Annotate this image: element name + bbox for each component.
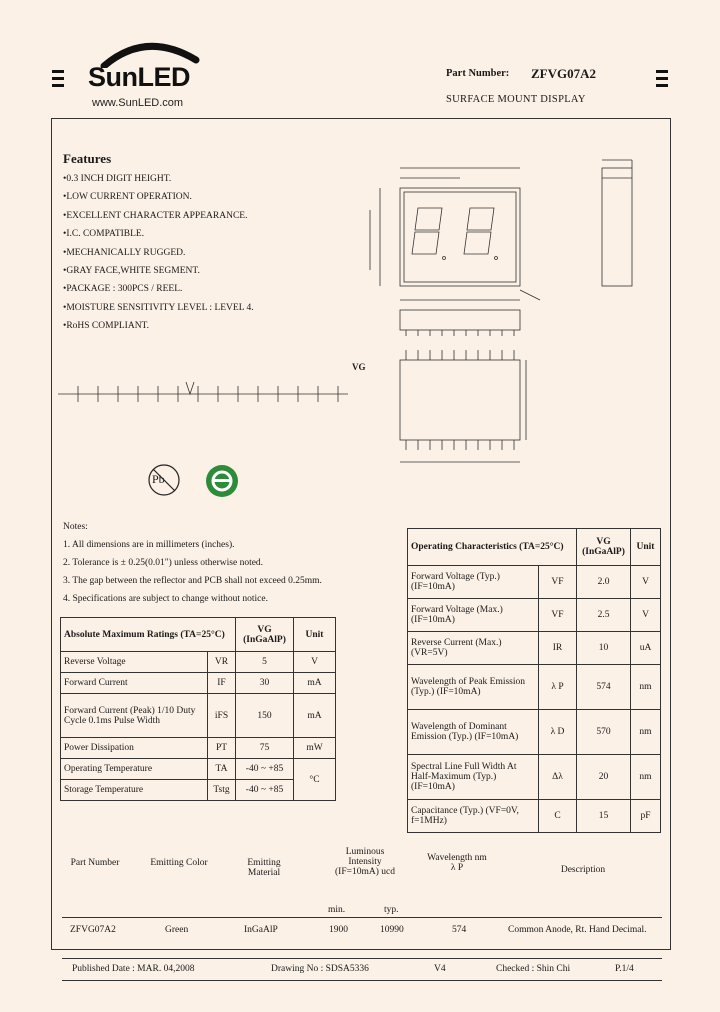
param-cell: Operating Temperature [61, 759, 208, 780]
feature-item: • 0.3 INCH DIGIT HEIGHT. [63, 170, 254, 188]
footer-version: V4 [434, 964, 446, 974]
sym-cell: iFS [208, 694, 236, 738]
table-row [61, 694, 336, 738]
val-cell: 10 [577, 632, 631, 665]
sym-cell: Tstg [208, 780, 236, 801]
table-row [408, 599, 661, 632]
table-row [61, 652, 336, 673]
notes-title: Notes: [63, 522, 88, 532]
sel-row-material: InGaAlP [244, 925, 278, 935]
sel-row-part: ZFVG07A2 [70, 925, 116, 935]
val-cell: -40 ~ +85 [236, 780, 294, 801]
product-subtitle: SURFACE MOUNT DISPLAY [446, 94, 586, 105]
sel-header-material: Emitting Material [247, 858, 281, 878]
table-row [408, 566, 661, 599]
features-list [63, 170, 254, 336]
notes-section [63, 518, 322, 608]
val-cell: 5 [236, 652, 294, 673]
sym-cell: VF [539, 566, 577, 599]
unit-cell: nm [631, 710, 661, 755]
pad-layout-drawing [396, 350, 536, 470]
param-cell: Wavelength of Dominant Emission (Typ.) (IF=10mA) [408, 710, 539, 755]
sel-header-wavelength: Wavelength nm λ P [427, 853, 487, 873]
param-cell: Reverse Current (Max.) (VR=5V) [408, 632, 539, 665]
feature-item: • LOW CURRENT OPERATION. [63, 188, 254, 206]
footer-checked-by: Checked : Shin Chi [496, 964, 571, 974]
unit-cell: mA [294, 673, 336, 694]
sel-row-typ: 10990 [380, 925, 404, 935]
operating-characteristics-table [407, 528, 661, 833]
unit-cell: nm [631, 755, 661, 800]
sym-cell: VR [208, 652, 236, 673]
unit-cell: V [631, 566, 661, 599]
sym-cell: PT [208, 738, 236, 759]
unit-cell: pF [631, 800, 661, 833]
val-cell: 20 [577, 755, 631, 800]
package-dimension-drawing [340, 150, 670, 340]
sym-cell: C [539, 800, 577, 833]
feature-item: • EXCELLENT CHARACTER APPEARANCE. [63, 207, 254, 225]
selection-divider [62, 917, 662, 918]
val-cell: -40 ~ +85 [236, 759, 294, 780]
param-cell: Spectral Line Full Width At Half-Maximum (Typ.) (IF=10mA) [408, 755, 539, 800]
abs-max-header-unit: Unit [294, 618, 336, 652]
sel-subheader-typ: typ. [384, 905, 399, 915]
part-number-value: ZFVG07A2 [531, 66, 596, 81]
vg-label: VG [352, 362, 366, 372]
sel-header-color: Emitting Color [150, 858, 208, 868]
sel-header-description: Description [560, 865, 606, 875]
val-cell: 150 [236, 694, 294, 738]
param-cell: Forward Voltage (Typ.) (IF=10mA) [408, 566, 539, 599]
param-cell: Power Dissipation [61, 738, 208, 759]
feature-item: • PACKAGE : 300PCS / REEL. [63, 280, 254, 298]
val-cell: 30 [236, 673, 294, 694]
op-header-vg: VG (InGaAlP) [577, 529, 631, 566]
val-cell: 2.0 [577, 566, 631, 599]
unit-cell: V [294, 652, 336, 673]
sel-header-part: Part Number [70, 858, 120, 868]
param-cell: Forward Current (Peak) 1/10 Duty Cycle 0.1ms Pulse Width [61, 694, 208, 738]
param-cell: Forward Current [61, 673, 208, 694]
val-cell: 15 [577, 800, 631, 833]
param-cell: Forward Voltage (Max.) (IF=10mA) [408, 599, 539, 632]
sym-cell: VF [539, 599, 577, 632]
unit-cell: nm [631, 665, 661, 710]
val-cell: 75 [236, 738, 294, 759]
sym-cell: λ D [539, 710, 577, 755]
note-item: 3. The gap between the reflector and PCB shall not exceed 0.25mm. [63, 576, 322, 586]
feature-item: • MECHANICALLY RUGGED. [63, 244, 254, 262]
feature-item: • I.C. COMPATIBLE. [63, 225, 254, 243]
op-header-param: Operating Characteristics (TA=25°C) [408, 529, 577, 566]
abs-max-ratings-table [60, 617, 336, 801]
brand-logo: SunLED [88, 62, 190, 92]
param-cell: Capacitance (Typ.) (VF=0V, f=1MHz) [408, 800, 539, 833]
table-row [408, 755, 661, 800]
table-row [408, 800, 661, 833]
table-row [61, 759, 336, 780]
features-title: Features [63, 151, 112, 166]
left-bars-decoration [52, 70, 64, 91]
rohs-icon [204, 463, 240, 499]
right-bars-decoration [656, 70, 668, 91]
val-cell: 2.5 [577, 599, 631, 632]
val-cell: 570 [577, 710, 631, 755]
note-item: 4. Specifications are subject to change without notice. [63, 594, 268, 604]
footer-published-date: Published Date : MAR. 04,2008 [72, 964, 195, 974]
sym-cell: IF [208, 673, 236, 694]
unit-cell: mW [294, 738, 336, 759]
unit-cell: uA [631, 632, 661, 665]
unit-cell: °C [294, 759, 336, 801]
param-cell: Reverse Voltage [61, 652, 208, 673]
sym-cell: Δλ [539, 755, 577, 800]
sym-cell: IR [539, 632, 577, 665]
feature-item: • GRAY FACE,WHITE SEGMENT. [63, 262, 254, 280]
brand-url: www.SunLED.com [92, 97, 184, 109]
sym-cell: λ P [539, 665, 577, 710]
abs-max-header-vg: VG (InGaAlP) [236, 618, 294, 652]
op-header-unit: Unit [631, 529, 661, 566]
part-number-label: Part Number: [446, 68, 510, 79]
footer-page-number: P.1/4 [615, 964, 634, 974]
note-item: 1. All dimensions are in millimeters (inches). [63, 540, 235, 550]
abs-max-header-param: Absolute Maximum Ratings (TA=25°C) [61, 618, 236, 652]
feature-item: • RoHS COMPLIANT. [63, 317, 254, 335]
param-cell: Wavelength of Peak Emission (Typ.) (IF=10mA) [408, 665, 539, 710]
circuit-diagram [58, 352, 358, 432]
feature-item: • MOISTURE SENSITIVITY LEVEL : LEVEL 4. [63, 299, 254, 317]
table-row [408, 665, 661, 710]
pb-label: Pb [152, 472, 165, 486]
footer-rule-bottom [62, 980, 662, 981]
val-cell: 574 [577, 665, 631, 710]
sel-row-desc: Common Anode, Rt. Hand Decimal. [508, 925, 647, 935]
sel-subheader-min: min. [328, 905, 346, 915]
table-row [61, 673, 336, 694]
footer-rule-top [62, 958, 662, 959]
table-row [408, 710, 661, 755]
unit-cell: V [631, 599, 661, 632]
footer-drawing-no: Drawing No : SDSA5336 [271, 964, 369, 974]
unit-cell: mA [294, 694, 336, 738]
sel-row-wavelength: 574 [452, 925, 467, 935]
sel-row-min: 1900 [329, 925, 348, 935]
sym-cell: TA [208, 759, 236, 780]
note-item: 2. Tolerance is ± 0.25(0.01") unless otherwise noted. [63, 558, 264, 568]
table-row [408, 632, 661, 665]
sel-row-color: Green [165, 925, 189, 935]
sel-header-intensity: Luminous Intensity (IF=10mA) ucd [335, 847, 395, 877]
table-row [61, 738, 336, 759]
param-cell: Storage Temperature [61, 780, 208, 801]
